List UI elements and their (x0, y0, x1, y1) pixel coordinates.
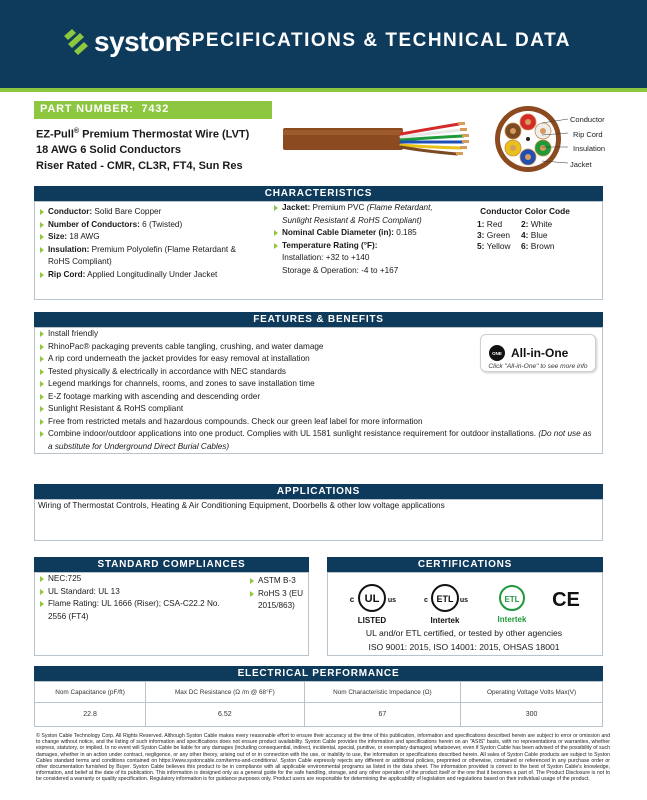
table-cell: 67 (304, 703, 461, 727)
syston-logo (62, 26, 181, 58)
product-gauge-line: 18 AWG 6 Solid Conductors (36, 144, 182, 157)
characteristics-heading: CHARACTERISTICS (34, 186, 603, 201)
etl-green-text: ETL (504, 595, 520, 604)
list-item: Insulation: Premium Polyolefin (Flame Retardant & RoHS Compliant) (39, 244, 259, 269)
features-heading: FEATURES & BENEFITS (34, 312, 603, 327)
ce-mark: CE (552, 589, 580, 611)
part-number-value: 7432 (141, 103, 170, 115)
color-code-title: Conductor Color Code (480, 206, 570, 216)
column-header: Nom Capacitance (pF/ft) (35, 682, 146, 703)
product-name-suffix: Premium Thermostat Wire (LVT) (79, 128, 250, 141)
color-code-item: 4: Blue (521, 230, 548, 240)
syston-logo-icon (62, 27, 90, 57)
list-item: Legend markings for channels, rooms, and zones to save installation time (39, 378, 595, 391)
color-code-item: 1: Red (477, 219, 503, 229)
color-code-grid (477, 219, 575, 251)
label-rip-cord: Rip Cord (573, 130, 603, 139)
page-header (0, 0, 647, 88)
registered-mark: ® (73, 128, 80, 135)
all-in-one-caption: Click "All-in-One" to see more info (488, 363, 588, 370)
table-header-row (35, 682, 603, 703)
list-item: E-Z footage marking with ascending and descending order (39, 391, 595, 404)
label-conductor: Conductor (570, 115, 605, 124)
product-rating-line: Riser Rated - CMR, CL3R, FT4, Sun Res (36, 159, 243, 172)
column-header: Max DC Resistance (Ω /m @ 68°F) (146, 682, 304, 703)
electrical-heading: ELECTRICAL PERFORMANCE (34, 666, 603, 681)
legal-disclaimer: © Syston Cable Technology Corp. All Rights Reserved. Although Syston Cable makes every reasonable effort to ensure their accuracy at the time of this publication, information and specifications described herein are subject to error or omission and to change without notice, and the listing of such information and specifications does not ensure product availability. Syston Cable provides the information and specifications herein on an "ASIS" basis, with no representations or warranties, whether express, statutory, or implied. In no event will Syston Cable be liable for any damages (including consequential, indirect, incidental, special, punitive, or exemplary damages) whatsoever, even if Syston Cable has been advised of the possibility of such damages, whether in an action under contract, negligence, or any other theory, arising out of or in connection with the use, or inability to use, the information or specifications described herein. All sales of Syston Cable products are subject to Syston Cables standard terms and conditions contained on https://www.systoncable.com/terms-and-conditions/. Syston Cable expressly rejects any different or additional policies, preprinted or otherwise, contained or referenced in any purchase order or other documentation furnished by Buyer. Syston Cable believes this product to be in compliance with all applicable environmental programs as listed in the data sheet. The information provided is correct to the best of Syston Cable's knowledge, information, and belief at the date of its publication. This information is designed only as a general guide for the safe handling, storage, and any other operation of the product itself or the one that it becomes a part of. The Product Disclosure is not to be considered a warranty or quality specification. Regulatory information is for guidance purposes only. Product users are responsible for determining the applicability of legislation and regulations based on their individual usage of the product. (36, 733, 610, 783)
etl-intertek-logo (424, 585, 468, 625)
list-item: UL Standard: UL 13 (39, 586, 223, 599)
table-row (35, 703, 603, 727)
electrical-performance-table (34, 681, 603, 727)
compliances-left-list (39, 573, 223, 623)
table-cell: 22.8 (35, 703, 146, 727)
characteristics-left-list (39, 206, 259, 281)
applications-text: Wiring of Thermostat Controls, Heating & Air Conditioning Equipment, Doorbells & other low voltage applications (38, 501, 445, 510)
header-accent-stripe (0, 88, 647, 92)
color-code-item: 5: Yellow (477, 241, 511, 251)
product-name-prefix: EZ-Pull (36, 128, 74, 141)
characteristics-middle-list (273, 202, 455, 277)
certification-logos (340, 578, 590, 628)
page-title: SPECIFICATIONS & TECHNICAL DATA (177, 30, 571, 51)
list-item: Nominal Cable Diameter (in): 0.185 (273, 227, 455, 240)
list-item: Free from restricted metals and hazardous compounds. Check our green leaf label for more information (39, 416, 595, 429)
color-code-item: 6: Brown (521, 241, 555, 251)
list-item: RoHS 3 (EU 2015/863) (249, 588, 307, 613)
part-number-bar (34, 101, 272, 119)
list-item: Conductor: Solid Bare Copper (39, 206, 259, 219)
certifications-heading: CERTIFICATIONS (327, 557, 603, 572)
list-item: A rip cord underneath the jacket provides for easy removal at installation (39, 353, 595, 366)
cable-image (283, 120, 473, 156)
conductor-color-code (475, 206, 575, 251)
brand-name: syston (94, 26, 182, 57)
column-header: Nom Characteristic Impedance (Ω) (304, 682, 461, 703)
compliances-right-list (249, 575, 307, 613)
iso-standards-text: ISO 9001: 2015, ISO 14001: 2015, OHSAS 18001 (368, 642, 560, 652)
ul-listed-text: LISTED (357, 616, 387, 625)
list-item: Size: 18 AWG (39, 231, 259, 244)
label-jacket: Jacket (570, 160, 592, 169)
ul-c-text: c (349, 595, 355, 604)
list-item: Jacket: Premium PVC (Flame Retardant, Sunlight Resistant & RoHS Compliant) (273, 202, 455, 227)
ul-us-text: us (387, 597, 397, 604)
etl-green-intertek-text: Intertek (497, 615, 527, 624)
list-item: Tested physically & electrically in accordance with NEC standards (39, 366, 595, 379)
ul-listed-logo (350, 585, 396, 625)
compliances-heading: STANDARD COMPLIANCES (34, 557, 309, 572)
etl-c-text: c (424, 597, 428, 604)
all-in-one-label: All-in-One (511, 346, 569, 360)
applications-heading: APPLICATIONS (34, 484, 603, 499)
color-code-item: 3: Green (477, 230, 511, 240)
list-item: Number of Conductors: 6 (Twisted) (39, 219, 259, 232)
cross-section-leader-lines (540, 115, 570, 175)
list-item: ASTM B-3 (249, 575, 307, 588)
color-code-item: 2: White (521, 219, 553, 229)
column-header: Operating Voltage Volts Max(V) (461, 682, 603, 703)
characteristics-section (34, 201, 603, 300)
compliances-section (34, 572, 309, 656)
label-insulation: Insulation (573, 144, 606, 153)
list-item: Flame Rating: UL 1666 (Riser); CSA-C22.2 No. 2556 (FT4) (39, 598, 223, 623)
table-cell: 300 (461, 703, 603, 727)
product-title (36, 124, 249, 174)
etl-green-logo (498, 586, 527, 624)
list-item: Rip Cord: Applied Longitudinally Under Jacket (39, 269, 259, 282)
etl-text: ETL (436, 594, 454, 604)
list-item: RhinoPac® packaging prevents cable tangling, crushing, and water damage (39, 341, 595, 354)
etl-us-text: us (459, 597, 469, 604)
etl-intertek-text: Intertek (430, 616, 460, 625)
list-item: Sunlight Resistant & RoHS compliant (39, 403, 595, 416)
list-item: NEC:725 (39, 573, 223, 586)
list-item: Combine indoor/outdoor applications into one product. Complies with UL 1581 sunlight resistance requirement for outdoor installations. (Do not use as a substitute for Underground Direct Burial Cables) (39, 428, 595, 453)
all-in-one-icon: ONE (489, 345, 505, 361)
list-item: Temperature Rating (°F): Installation: +32 to +140 Storage & Operation: -4 to +167 (273, 240, 455, 278)
table-cell: 6.52 (146, 703, 304, 727)
certification-agencies-text: UL and/or ETL certified, or tested by other agencies (365, 628, 563, 638)
list-item: Install friendly (39, 328, 595, 341)
part-number-label: PART NUMBER: (40, 103, 134, 115)
ul-text: UL (364, 593, 380, 605)
